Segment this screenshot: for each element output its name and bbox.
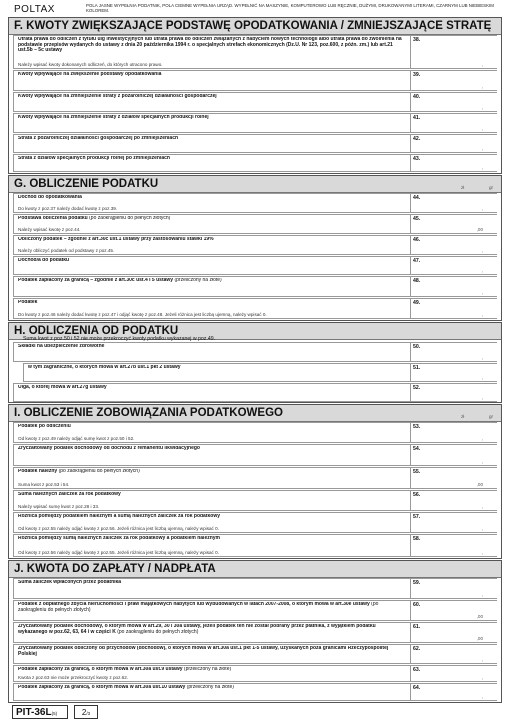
section-h bbox=[8, 322, 502, 403]
field-label: Ulga, o której mowa w art.27g ustawy bbox=[18, 385, 107, 390]
field-row-57 bbox=[13, 512, 497, 533]
field-label: Strata z działów specjalnych produkcji rolnej po zmniejszeniach bbox=[18, 156, 170, 161]
amount-input-46[interactable]: 46. , bbox=[410, 236, 497, 254]
field-row-58 bbox=[13, 534, 497, 557]
field-number: 51. bbox=[413, 365, 421, 371]
field-row-43 bbox=[13, 154, 497, 172]
field-number: 40. bbox=[413, 94, 421, 100]
field-number: 64. bbox=[413, 685, 421, 691]
section-j-title: J. KWOTA DO ZAPŁATY / NADPŁATA bbox=[9, 561, 501, 578]
field-label: Podatek po odliczeniu bbox=[18, 424, 71, 429]
section-h-subtitle: Suma kwot z poz.50 i 52 nie może przekroczyć kwoty podatku wykazanej w poz.49. bbox=[23, 336, 216, 342]
amount-input-47[interactable]: 47. , bbox=[410, 257, 497, 274]
amount-input-42[interactable]: 42. , bbox=[410, 135, 497, 152]
field-label: Suma zaliczek wpłaconych przez podatnika bbox=[18, 580, 122, 585]
field-number: 39. bbox=[413, 72, 421, 78]
field-row-40 bbox=[13, 92, 497, 112]
amount-input-64[interactable]: 64. , bbox=[410, 684, 497, 700]
field-hint: Kwota z poz.63 nie może przekroczyć kwoty z poz.62. bbox=[18, 675, 129, 680]
field-number: 63. bbox=[413, 667, 421, 673]
unit-zl: zł bbox=[461, 414, 465, 419]
field-number: 57. bbox=[413, 514, 421, 520]
field-hint: Należy obliczyć podatek od podstawy z poz.45. bbox=[18, 248, 115, 253]
field-hint: Od kwoty z poz.55 należy odjąć kwotę z poz.56. Jeżeli różnica jest liczbą ujemną, należy wpisać 0. bbox=[18, 526, 219, 531]
field-number: 62. bbox=[413, 646, 421, 652]
section-f bbox=[8, 17, 502, 174]
field-label: w tym zagraniczne, o których mowa w art.27b ust.1 pkt 2 ustawy bbox=[28, 365, 181, 370]
field-number: 49. bbox=[413, 300, 421, 306]
amount-input-63[interactable]: 63. , bbox=[410, 666, 497, 681]
section-g-title: G. OBLICZENIE PODATKU bbox=[9, 176, 501, 193]
section-i-title: I. OBLICZENIE ZOBOWIĄZANIA PODATKOWEGO bbox=[9, 405, 501, 422]
amount-input-51[interactable]: 51. , bbox=[410, 364, 497, 381]
field-row-39 bbox=[13, 70, 497, 91]
field-hint: Do kwoty z poz.46 należy dodać kwotę z poz.47 i odjąć kwotę z poz.48. Jeżeli różnica jest liczbą ujemną, należy wpisać 0. bbox=[18, 312, 267, 317]
field-hint: Należy wpisać sumę kwot z poz.28 i 33. bbox=[18, 504, 100, 509]
field-label: Podatek zapłacony za granicą, o którym mowa w art.30a ust.10 ustawy (przeliczony na złote) bbox=[18, 685, 234, 690]
brand-label: POLTAX bbox=[14, 4, 55, 15]
field-number: 52. bbox=[413, 385, 421, 391]
field-row-42 bbox=[13, 134, 497, 153]
field-label: Dochód/a do podatku bbox=[18, 258, 70, 263]
field-label: Obliczony podatek – zgodnie z art.30c ust.1 ustawy przy zastosowaniu stawki 19% bbox=[18, 237, 214, 242]
field-row-45 bbox=[13, 214, 497, 234]
instructions-text: POLA JASNE WYPEŁNIA PODATNIK, POLA CIEMNE WYPEŁNIA URZĄD. WYPEŁNIĆ NA MASZYNIE, KOMPUTEROWO LUB RĘCZNIE, DUŻYMI, DRUKOWANYMI LITERAMI, CZARNYM LUB NIEBIESKIM KOLOREM. bbox=[86, 3, 494, 13]
unit-zl: zł bbox=[461, 185, 465, 190]
amount-input-48[interactable]: 48. , bbox=[410, 277, 497, 296]
field-row-59 bbox=[13, 578, 497, 599]
section-h-title: H. ODLICZENIA OD PODATKU bbox=[9, 323, 501, 340]
field-label: Suma należnych zaliczek za rok podatkowy bbox=[18, 492, 121, 497]
field-number: 55. bbox=[413, 469, 421, 475]
amount-input-54[interactable]: 54. , bbox=[410, 445, 497, 465]
field-row-53 bbox=[13, 422, 497, 443]
field-row-64 bbox=[13, 683, 497, 701]
field-label: Strata z pozarolniczej działalności gospodarczej po zmniejszeniach bbox=[18, 136, 179, 141]
field-row-52 bbox=[13, 383, 497, 402]
field-row-41 bbox=[13, 113, 497, 133]
amount-input-57[interactable]: 57. , bbox=[410, 513, 497, 532]
field-row-48 bbox=[13, 276, 497, 297]
field-label: Podatek zapłacony za granicą – zgodnie z art.30c ust.4 i 5 ustawy (przeliczony na złote) bbox=[18, 278, 222, 283]
field-row-38 bbox=[13, 35, 497, 69]
field-row-63 bbox=[13, 665, 497, 682]
amount-input-44[interactable]: 44. , bbox=[410, 194, 497, 212]
amount-input-61[interactable]: 61. ,00 bbox=[410, 623, 497, 642]
field-row-56 bbox=[13, 490, 497, 511]
field-label: Dochód do opodatkowania bbox=[18, 195, 82, 200]
field-row-50 bbox=[13, 342, 497, 362]
field-number: 41. bbox=[413, 115, 421, 121]
field-number: 45. bbox=[413, 216, 421, 222]
field-number: 59. bbox=[413, 580, 421, 586]
amount-input-53[interactable]: 53. , bbox=[410, 423, 497, 442]
amount-input-55[interactable]: 55. ,00 bbox=[410, 468, 497, 488]
field-number: 56. bbox=[413, 492, 421, 498]
field-label: Podstawa obliczenia podatku (po zaokrągleniu do pełnych złotych) bbox=[18, 216, 171, 221]
field-hint: Od kwoty z poz.49 należy odjąć sumę kwot z poz.50 i 52. bbox=[18, 436, 135, 441]
field-label: Podatek z odpłatnego zbycia nieruchomości i praw majątkowych nabytych lub wybudowanych w latach 2007-2008, o którym mowa w art.30e ustawy (po zaokrągleniu do pełnych złotych) bbox=[18, 602, 379, 613]
amount-input-49[interactable]: 49. , bbox=[410, 299, 497, 318]
section-i bbox=[8, 404, 502, 559]
section-g bbox=[8, 175, 502, 321]
field-number: 61. bbox=[413, 624, 421, 630]
field-number: 47. bbox=[413, 258, 421, 264]
amount-input-39[interactable]: 39. , bbox=[410, 71, 497, 90]
field-row-44 bbox=[13, 193, 497, 213]
field-row-55 bbox=[13, 467, 497, 489]
field-label: Zryczałtowany podatek dochodowy, o którym mowa w art.29, 30 i 30a ustawy, jeżeli podatek ten nie został pobrany przez płatnika, z wyjątkiem podatku wykazanego w poz.62, 63, 64 i w części K (po zaokrągleniu do pełnych złotych) bbox=[18, 624, 376, 635]
field-number: 42. bbox=[413, 136, 421, 142]
amount-input-38[interactable]: 38. , bbox=[410, 36, 497, 68]
amount-input-60[interactable]: 60. ,00 bbox=[410, 601, 497, 620]
amount-input-45[interactable]: 45. ,00 bbox=[410, 215, 497, 233]
field-row-51 bbox=[23, 363, 497, 382]
field-number: 54. bbox=[413, 446, 421, 452]
field-hint: Od kwoty z poz.56 należy odjąć kwotę z poz.55. Jeżeli różnica jest liczbą ujemną, należy wpisać 0. bbox=[18, 550, 219, 555]
field-label: Zryczałtowany podatek obliczony od przychodów (dochodów), o których mowa w art.30a ust.1 pkt 1-5 ustawy, uzyskanych poza granicami Rzeczypospolitej Polskiej bbox=[18, 646, 389, 657]
form-footer bbox=[8, 705, 502, 721]
field-label: Podatek należny (po zaokrągleniu do pełnych złotych) bbox=[18, 469, 140, 474]
amount-input-56[interactable]: 56. , bbox=[410, 491, 497, 510]
amount-input-59[interactable]: 59. , bbox=[410, 579, 497, 598]
section-f-title: F. KWOTY ZWIĘKSZAJĄCE PODSTAWĘ OPODATKOWANIA / ZMNIEJSZAJĄCE STRATĘ bbox=[9, 18, 501, 35]
field-hint: Do kwoty z poz.37 należy dodać kwotę z poz.39. bbox=[18, 206, 118, 211]
amount-input-52[interactable]: 52. , bbox=[410, 384, 497, 401]
section-j bbox=[8, 560, 502, 703]
field-number: 43. bbox=[413, 156, 421, 162]
amount-input-43[interactable]: 43. , bbox=[410, 155, 497, 171]
field-number: 48. bbox=[413, 278, 421, 284]
field-number: 60. bbox=[413, 602, 421, 608]
field-number: 46. bbox=[413, 237, 421, 243]
field-label: Kwoty wpływające na zmniejszenie straty z pozarolniczej działalności gospodarczej bbox=[18, 94, 217, 99]
field-row-62 bbox=[13, 644, 497, 664]
field-label: Kwoty wpływające na zwiększenie podstawy opodatkowania bbox=[18, 72, 162, 77]
amount-input-41[interactable]: 41. , bbox=[410, 114, 497, 132]
field-row-49 bbox=[13, 298, 497, 319]
unit-gr: gr bbox=[489, 414, 494, 419]
field-label: Składki na ubezpieczenie zdrowotne bbox=[18, 344, 105, 349]
field-hint: Należy wpisać kwotę z poz.44. bbox=[18, 227, 81, 232]
field-hint: Należy wpisać kwoty dokonanych odliczeń, do których utracono prawo. bbox=[18, 62, 163, 67]
field-row-47 bbox=[13, 256, 497, 275]
amount-input-50[interactable]: 50. , bbox=[410, 343, 497, 361]
field-hint: Suma kwot z poz.53 i 54. bbox=[18, 482, 70, 487]
field-label: Różnica pomiędzy podatkiem należnym a sumą należnych zaliczek za rok podatkowy bbox=[18, 514, 221, 519]
field-row-61 bbox=[13, 622, 497, 643]
field-number: 44. bbox=[413, 195, 421, 201]
field-row-54 bbox=[13, 444, 497, 466]
field-label: Podatek bbox=[18, 300, 38, 305]
field-number: 58. bbox=[413, 536, 421, 542]
field-row-60 bbox=[13, 600, 497, 621]
field-number: 50. bbox=[413, 344, 421, 350]
amount-input-40[interactable]: 40. , bbox=[410, 93, 497, 111]
field-number: 38. bbox=[413, 37, 421, 43]
form-header bbox=[8, 3, 502, 17]
unit-gr: gr bbox=[489, 185, 494, 190]
amount-input-58[interactable]: 58. , bbox=[410, 535, 497, 556]
field-number: 53. bbox=[413, 424, 421, 430]
field-label: Podatek zapłacony za granicą, o którym mowa w art.30a ust.9 ustawy (przeliczony na złote) bbox=[18, 667, 232, 672]
field-label: Zryczałtowany podatek dochodowy od dochodu z remanentu likwidacyjnego bbox=[18, 446, 200, 451]
amount-input-62[interactable]: 62. , bbox=[410, 645, 497, 663]
field-label: Utrata prawa do odliczeń z tytułu ulg inwestycyjnych lub utrata prawa do odliczeń związanych z nabyciem nowych technologii albo utrata prawa do zwolnienia na podstawie przepisów wydanych do ustawy z dnia 20 października 1994 r. o specjalnych strefach ekonomicznych (Dz.U. Nr 123, poz.600, z późn. zm.) lub art.21 ust.5b – 5c ustawy bbox=[18, 37, 402, 54]
field-row-46 bbox=[13, 235, 497, 255]
field-label: Różnica pomiędzy sumą należnych zaliczek za rok podatkowy a podatkiem należnym bbox=[18, 536, 221, 541]
page-number-box: 2/3 bbox=[74, 705, 98, 719]
form-code-box: PIT-36L(5) bbox=[12, 705, 68, 719]
field-label: Kwoty wpływające na zmniejszenie straty z działów specjalnych produkcji rolnej bbox=[18, 115, 209, 120]
